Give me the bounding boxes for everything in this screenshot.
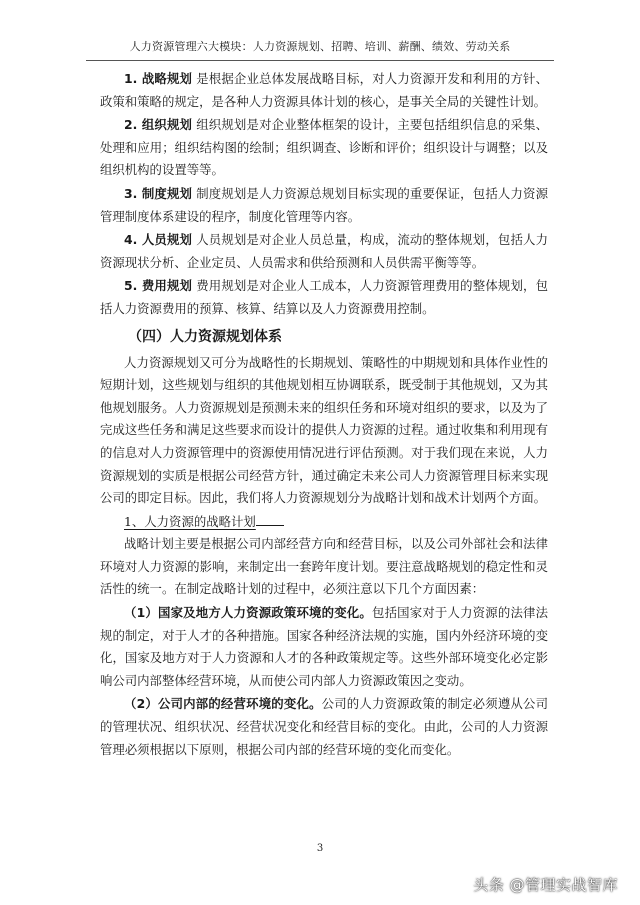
page-header-title: 人力资源管理六大模块：人力资源规划、招聘、培训、薪酬、绩效、劳动关系: [129, 40, 511, 53]
section-heading: （四）人力资源规划体系: [128, 328, 282, 345]
plan-item-organization: [100, 114, 548, 182]
plan-item-term: 5. 费用规划: [124, 278, 193, 294]
plan-item-text: 制度规划是人力资源总规划目标实现的重要保证，包括人力资源管理制度体系建设的程序，制度化管理等内容。: [100, 185, 548, 224]
subsection-paragraph: 战略计划主要是根据公司内部经营方向和经营目标，以及公司外部社会和法律环境对人力资源的影响，来制定出一套跨年度计划。要注意战略规划的稳定性和灵活性的统一。在制定战略计划的过程中，必须注意以下几个方面因素：: [100, 536, 548, 597]
factor-text: 包括国家对于人力资源的法律法规的制定，对于人才的各种措施。国家各种经济法规的实施，国内外经济环境的变化，国家及地方对于人力资源和人才的各种政策规定等。这些外部环境变化必定影响公司内部整体经营环境，从而使公司内部人力资源政策因之变动。: [100, 605, 549, 688]
factor-title: （1）国家及地方人力资源政策环境的变化。: [124, 605, 372, 621]
factor-title: （2）公司内部的经营环境的变化。: [124, 696, 322, 712]
factor-internal-environment: [100, 693, 548, 761]
heading-underline-tail: [256, 513, 284, 526]
plan-item-text: 人员规划是对企业人员总量，构成，流动的整体规划，包括人力资源现状分析、企业定员、人员需求和供给预测和人员供需平衡等等。: [100, 232, 548, 270]
source-watermark: 头条 @管理实战智库: [473, 876, 618, 894]
plan-item-system: [100, 183, 548, 228]
document-body: [100, 68, 548, 762]
plan-item-term: 3. 制度规划: [124, 185, 193, 201]
factor-text: 公司的人力资源政策的制定必须遵从公司的管理状况、组织状况、经营状况变化和经营目标的变化。由此，公司的人力资源管理必须根据以下原则，根据公司内部的经营环境的变化而变化。: [100, 696, 548, 757]
plan-item-text: 组织规划是对企业整体框架的设计，主要包括组织信息的采集、处理和应用；组织结构图的绘制；组织调查、诊断和评价；组织设计与调整；以及组织机构的设置等等。: [100, 117, 548, 178]
plan-item-text: 费用规划是对企业人工成本，人力资源管理费用的整体规划，包括人力资源费用的预算、核算、结算以及人力资源费用控制。: [100, 278, 548, 316]
plan-item-term: 4. 人员规划: [124, 232, 193, 248]
page-number: 3: [316, 843, 324, 854]
header-divider: [86, 60, 554, 61]
plan-item-strategy: [100, 68, 548, 113]
plan-item-personnel: [100, 229, 548, 274]
plan-item-text: 是根据企业总体发展战略目标，对人力资源开发和利用的方针、政策和策略的规定，是各种人力资源具体计划的核心，是事关全局的关键性计划。: [100, 71, 548, 109]
plan-item-term: 2. 组织规划: [124, 117, 193, 133]
factor-policy-environment: [100, 602, 548, 692]
plan-item-cost: [100, 275, 548, 320]
plan-item-term: 1. 战略规划: [124, 71, 193, 86]
subsection-heading-text: 1、人力资源的战略计划: [124, 513, 256, 529]
section-paragraph: 人力资源规划又可分为战略性的长期规划、策略性的中期规划和具体作业性的短期计划，这些规划与组织的其他规划相互协调联系，既受制于其他规划，又为其他规划服务。人力资源规划是预测未来的组织任务和环境对组织的要求，以及为了完成这些任务和满足这些要求而设计的提供人力资源的过程。通过收集和利用现有的信息对人力资源管理中的资源使用情况进行评估预测。对于我们现在来说，人力资源规划的实质是根据公司经营方针，通过确定未来公司人力资源管理目标来实现公司的即定目标。因此，我们将人力资源规划分为战略计划和战术计划两个方面。: [100, 354, 548, 506]
subsection-heading: [100, 511, 548, 534]
